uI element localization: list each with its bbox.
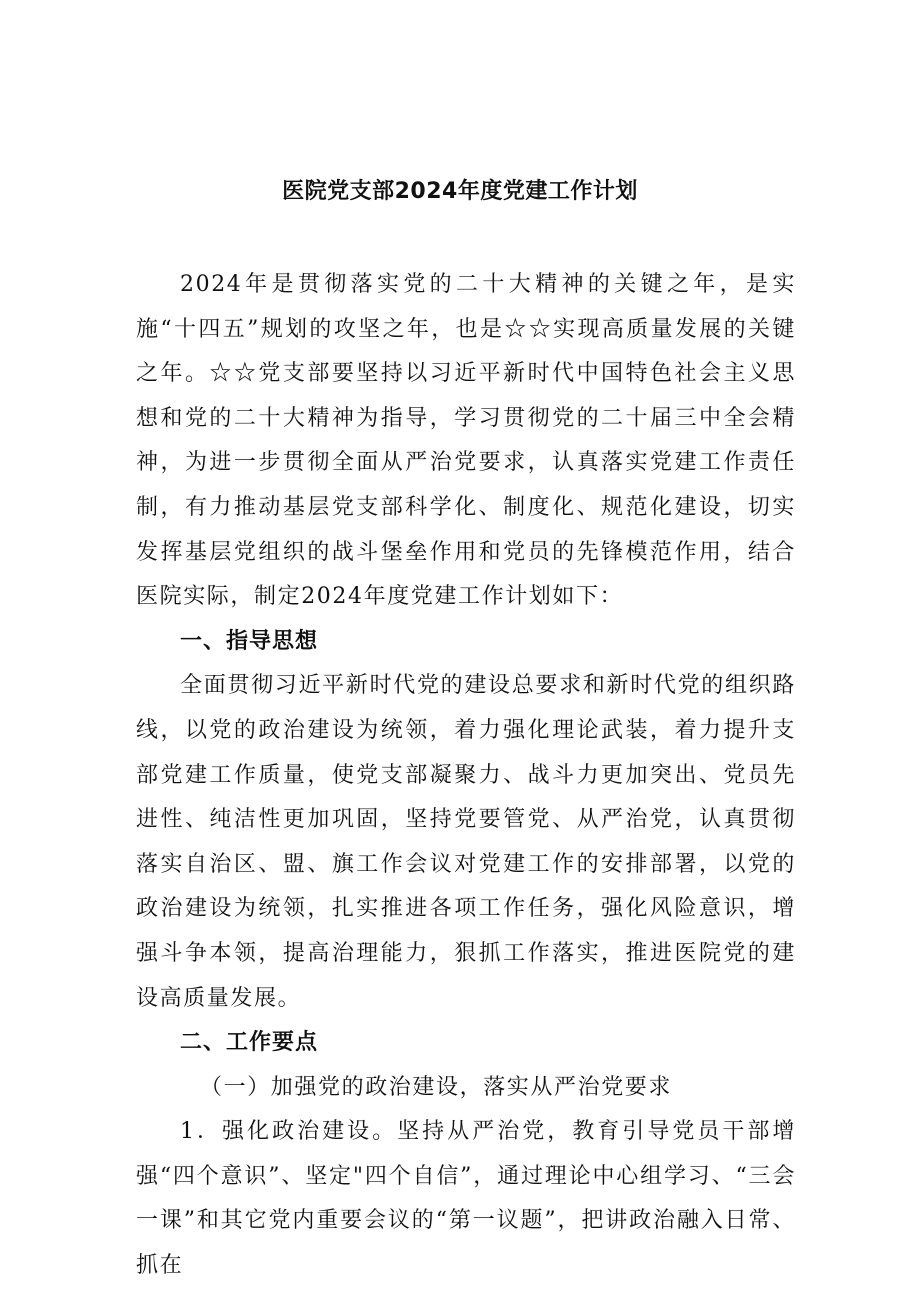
section-heading-guiding-ideology: 一、指导思想 bbox=[180, 628, 319, 654]
section-heading-work-points: 二、工作要点 bbox=[180, 1030, 319, 1056]
subsection-heading-political-building: （一）加强党的政治建设，落实从严治党要求 bbox=[200, 1074, 673, 1100]
intro-paragraph: 2024年是贯彻落实党的二十大精神的关键之年，是实施“十四五”规划的攻坚之年，也是☆☆实现高质量发展的关键之年。☆☆党支部要坚持以习近平新时代中国特色社会主义思想和党的二十大精神为指导，学习贯彻党的二十届三中全会精神，为进一步贯彻全面从严治党要求，认真落实党建工作责任制，有力推动基层党支部科学化、制度化、规范化建设，切实发挥基层党组织的战斗堡垒作用和党员的先锋模范作用，结合医院实际，制定2024年度党建工作计划如下： bbox=[136, 272, 796, 610]
item-paragraph-political-building: 1．强化政治建设。坚持从严治党，教育引导党员干部增强“四个意识”、坚定"四个自信”，通过理论中心组学习、“三会一课”和其它党内重要会议的“第一议题”，把讲政治融入日常、抓在 bbox=[136, 1119, 796, 1279]
document-title: 医院党支部2024年度党建工作计划 bbox=[282, 179, 638, 204]
guiding-ideology-paragraph: 全面贯彻习近平新时代党的建设总要求和新时代党的组织路线，以党的政治建设为统领，着力强化理论武装，着力提升支部党建工作质量，使党支部凝聚力、战斗力更加突出、党员先进性、纯洁性更加巩固，坚持党要管党、从严治党，认真贯彻落实自治区、盟、旗工作会议对党建工作的安排部署，以党的政治建设为统领，扎实推进各项工作任务，强化风险意识，增强斗争本领，提高治理能力，狠抓工作落实，推进医院党的建设高质量发展。 bbox=[136, 673, 796, 1011]
document-body bbox=[136, 263, 796, 1289]
